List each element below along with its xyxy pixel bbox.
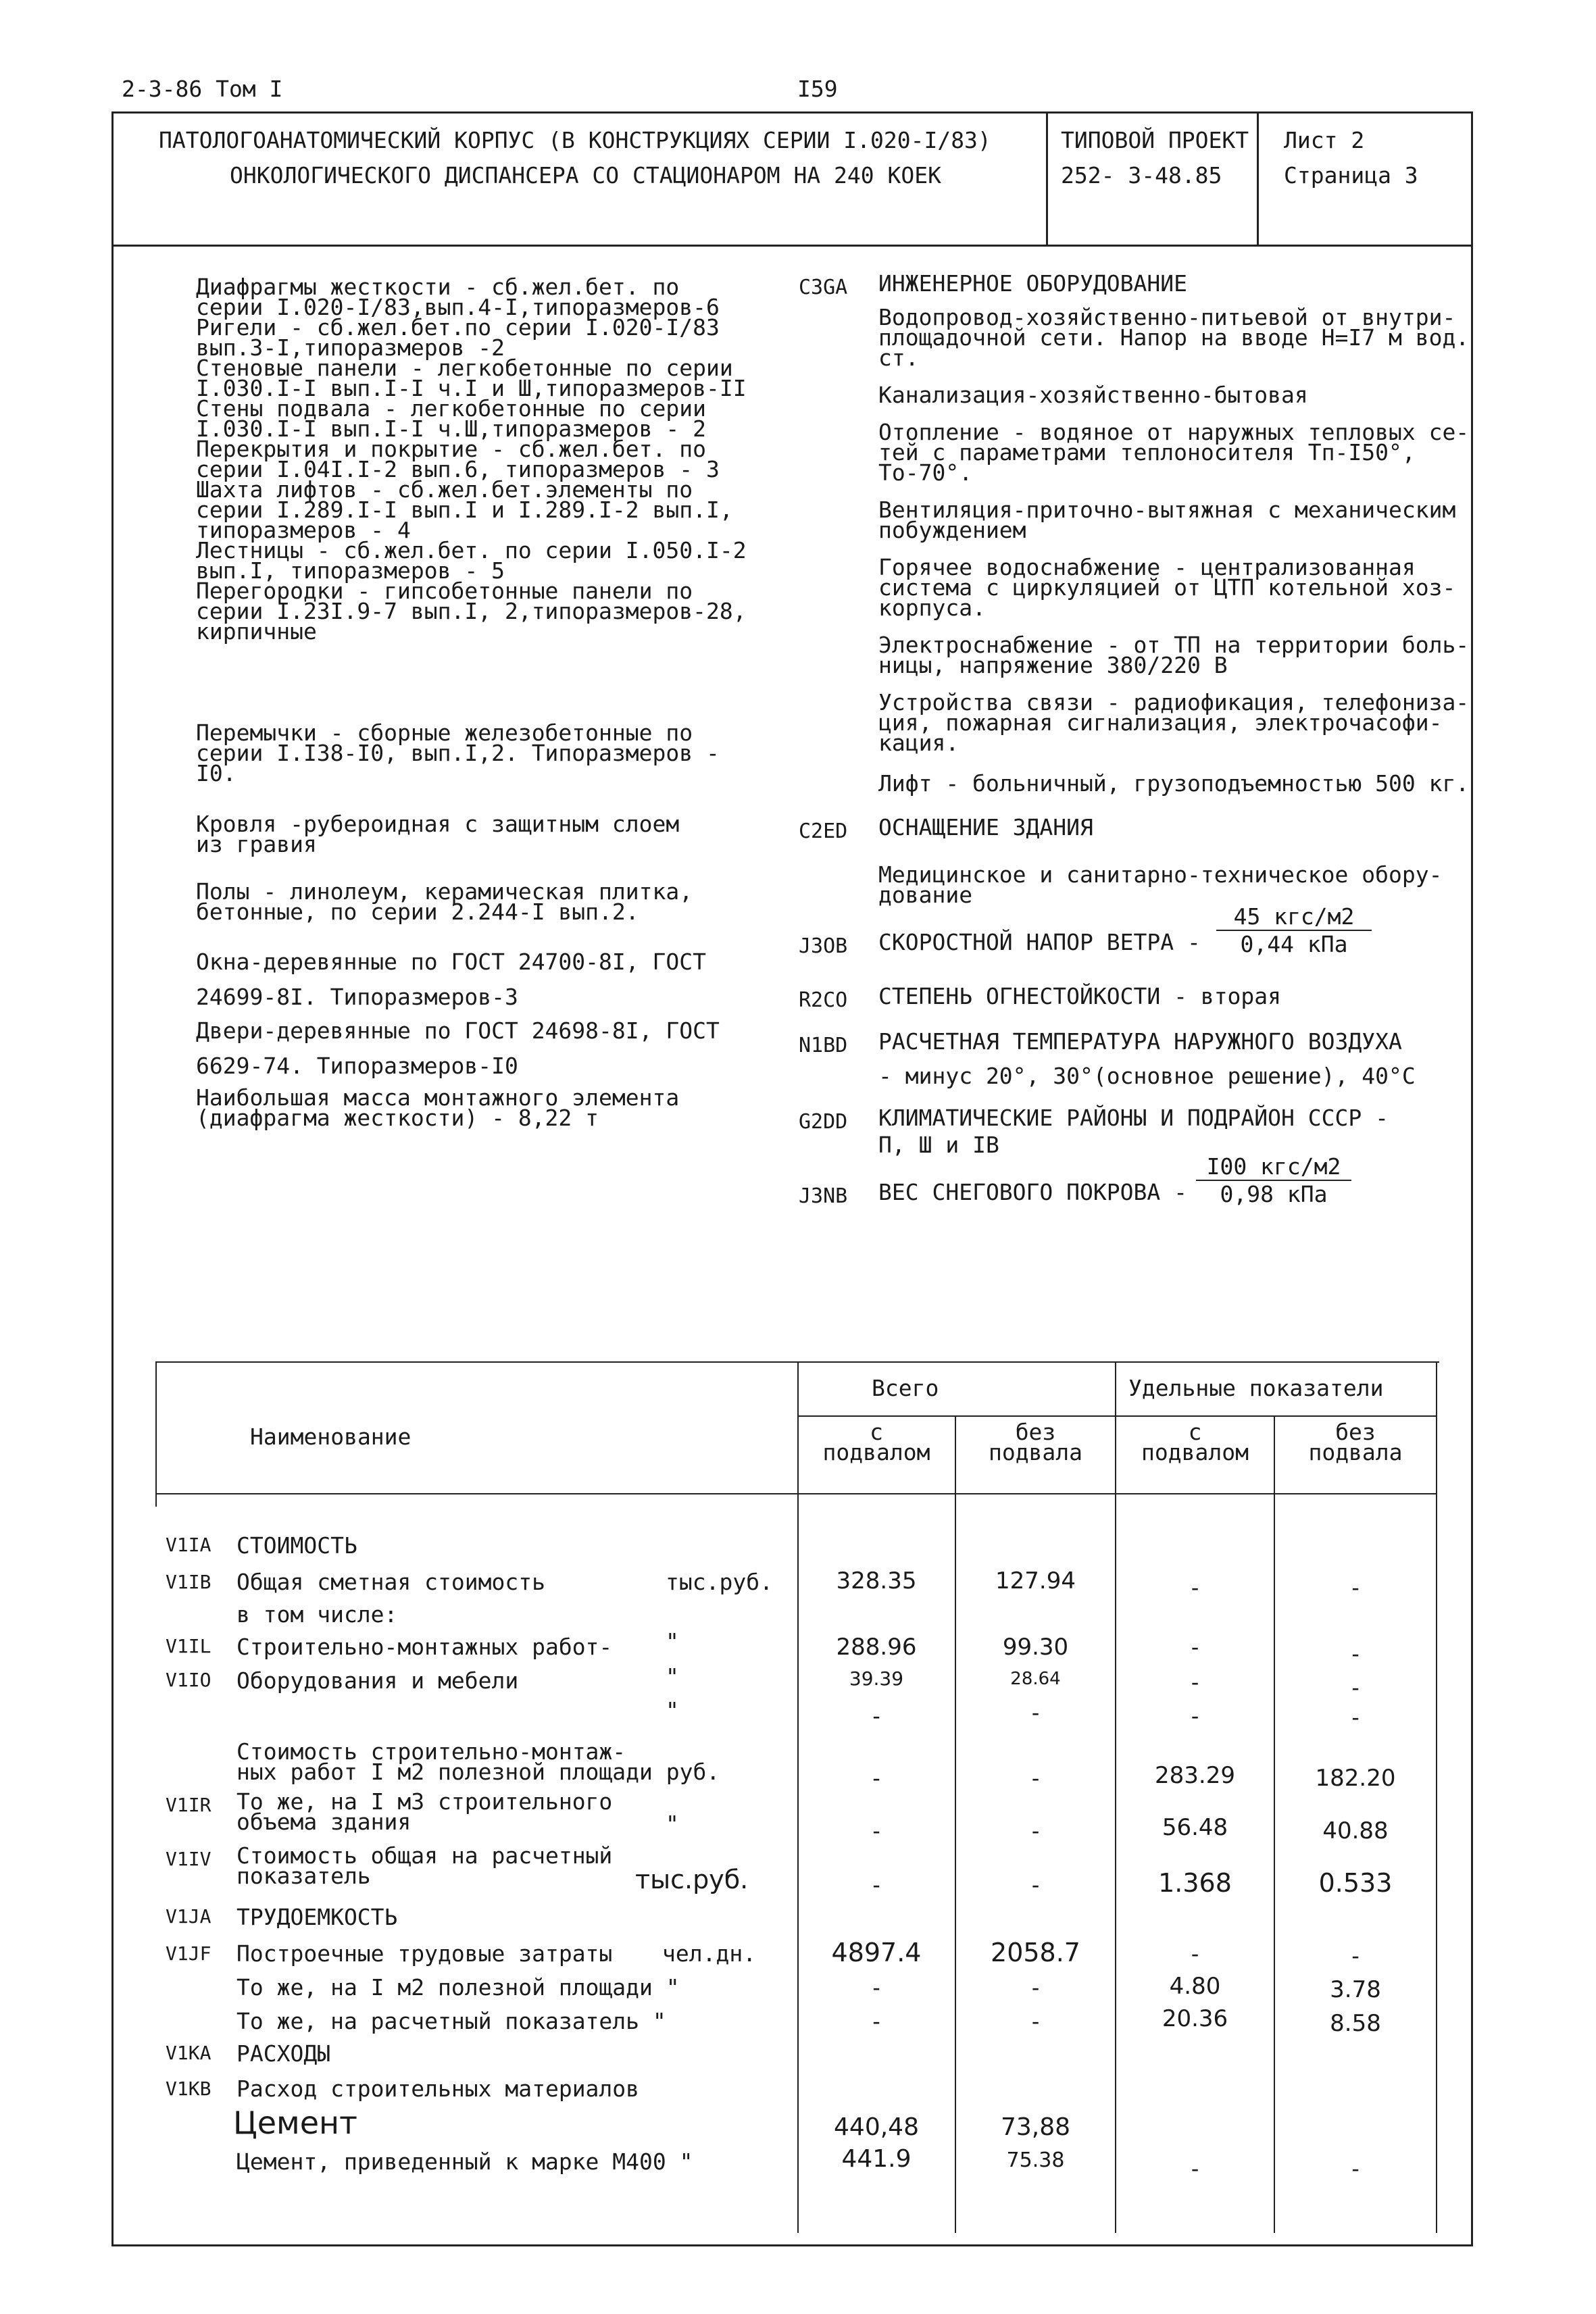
cell: 127.94 [995,1567,1076,1594]
divider [1046,111,1048,247]
row-code: V1IO [166,1669,211,1691]
row-name: То же, на расчетный показатель " [236,2008,666,2034]
row-name: Оборудования и мебели [236,1667,519,1694]
table-line [797,1361,799,2233]
text-line: кирпичные [196,618,317,645]
text-line: Водопровод-хозяйственно-питьевой от внутри- [878,304,1456,330]
subheader-specific-without [1275,1419,1436,1465]
doors-text [196,1013,791,1084]
cell: - [870,1703,883,1729]
text-line: подвалом [1141,1439,1249,1465]
subheader-with-basement [799,1419,954,1465]
wind-code: J3OB [799,934,848,958]
cell: 99.30 [1002,1634,1069,1661]
cell: 20.36 [1162,2005,1228,2032]
row-unit: " [666,1811,679,1837]
text-line: площадочной сети. Напор на вводе H=I7 м вод. [878,324,1470,351]
structures-list [196,274,791,645]
text-line: подвала [1308,1439,1403,1465]
row-unit: тыс.руб. [635,1865,749,1894]
sheet-number: Лист 2 [1284,127,1365,153]
text-line: 24699-8I. Типоразмеров-3 [196,984,518,1010]
cell: - [1349,1674,1362,1701]
table-line [797,1415,1436,1417]
text-line: система с циркуляцией от ЦТП котельной хоз- [878,574,1456,601]
equip-text [878,861,1487,908]
hot-water-text [878,554,1487,621]
water-text [878,304,1487,371]
cell: 1.368 [1158,1868,1232,1898]
climate-code: G2DD [799,1110,848,1134]
cell: 56.48 [1162,1814,1228,1841]
cell: - [1349,1942,1362,1969]
text-line: без [1015,1419,1056,1445]
text-line: Электроснабжение - от ТП на территории боль- [878,632,1470,658]
comms-text [878,689,1487,756]
cell: 3.78 [1330,1976,1381,2003]
title-line1: ПАТОЛОГОАНАТОМИЧЕСКИЙ КОРПУС (В КОНСТРУКЦИЯХ СЕРИИ I.020-I/83) [159,127,991,153]
cell: 328.35 [836,1567,917,1594]
text-line: дование [878,882,973,908]
temp-code: N1BD [799,1034,848,1057]
roof-text [196,811,791,857]
project-label: ТИПОВОЙ ПРОЕКТ [1061,127,1249,153]
temp-title: РАСЧЕТНАЯ ТЕМПЕРАТУРА НАРУЖНОГО ВОЗДУХА [878,1028,1402,1055]
text-line: Стены подвала - легкобетонные по серии [196,395,706,422]
text-line: ст. [878,345,919,371]
table-line [1115,1361,1116,2233]
section-title: СТОИМОСТЬ [236,1532,357,1559]
snow-num: I00 кгс/м2 [1196,1153,1351,1181]
row-name: Цемент [233,2105,357,2141]
cell: - [1188,1574,1202,1601]
text-line: I0. [196,760,236,786]
text-line: I.030.I-I вып.I-I ч.I и Ш,типоразмеров-II [196,375,747,401]
text-line: серии I.04I.I-2 вып.6, типоразмеров - 3 [196,456,720,482]
row-code: V1IL [166,1635,211,1657]
text-line: Полы - линолеум, керамическая плитка, [196,878,693,905]
cell: - [1028,1974,1043,2001]
text-line: из гравия [196,831,317,857]
text-line: показатель [236,1863,371,1889]
cell: 441.9 [841,2145,912,2173]
cell: 4897.4 [831,1938,922,1967]
cell: - [1028,1765,1043,1791]
cell: - [870,1765,883,1791]
col-specific-header: Удельные показатели [1128,1375,1384,1401]
text-line: подвалом [822,1439,930,1465]
cell: - [1028,1871,1043,1898]
cell: - [1028,2008,1043,2034]
climate-text: П, Ш и IВ [878,1132,999,1158]
text-line: То-70°. [878,459,973,486]
cell: 75.38 [1006,2148,1065,2172]
row-code: V1KB [166,2078,211,2100]
cell: 28.64 [1010,1669,1061,1689]
frame-right [1471,247,1473,2246]
text-line: ция, пожарная сигнализация, электрочасофи- [878,709,1443,736]
row-name: Расход строительных материалов [236,2076,640,2102]
row-code: V1IA [166,1534,211,1556]
text-line: Горячее водоснабжение - централизованная [878,554,1416,580]
divider [1257,111,1259,247]
text-line: побуждением [878,517,1026,543]
text-line: серии I.23I.9-7 вып.I, 2,типоразмеров-28, [196,598,747,624]
text-line: Лестницы - сб.жел.бет. по серии I.050.I-2 [196,537,747,563]
lintels-text [196,720,791,786]
text-line: Отопление - водяное от наружных тепловых се- [878,419,1470,445]
cell: - [870,1871,883,1898]
cell: - [1188,1940,1202,1967]
row-code: V1IV [166,1848,211,1870]
text-line: Медицинское и санитарно-техническое обору- [878,861,1443,888]
text-line: объема здания [236,1809,412,1835]
row-name: То же, на I м2 полезной площади " [236,1974,680,2001]
text-line: с [1188,1419,1202,1445]
power-text [878,632,1487,678]
eng-title: ИНЖЕНЕРНОЕ ОБОРУДОВАНИЕ [878,270,1187,297]
snow-label: ВЕС СНЕГОВОГО ПОКРОВА - [878,1179,1187,1205]
text-line: I.030.I-I вып.I-I ч.Ш,типоразмеров - 2 [196,416,706,442]
heating-text [878,419,1487,486]
windows-text [196,945,791,1015]
cell: 39.39 [849,1667,904,1690]
text-line: Кровля -рубероидная с защитным слоем [196,811,680,837]
table-line [155,1361,157,1507]
text-line: Диафрагмы жесткости - сб.жел.бет. по [196,274,680,300]
text-line: Перемычки - сборные железобетонные по [196,720,693,746]
text-line: Стеновые панели - легкобетонные по серии [196,355,733,381]
row-code: V1IB [166,1571,211,1593]
wind-num: 45 кгс/м2 [1216,903,1372,931]
cell: - [1188,2155,1202,2182]
row-name [236,1842,613,1889]
text-line: подвала [988,1439,1083,1465]
cell: - [1028,1817,1043,1844]
subheader-specific-with [1116,1419,1274,1465]
row-name [236,1738,720,1785]
text-line: вып.3-I,типоразмеров -2 [196,334,505,361]
text-line: серии I.020-I/83,вып.4-I,типоразмеров-6 [196,294,720,320]
text-line: серии I.289.I-I вып.I и I.289.I-2 вып.I, [196,497,733,523]
table-line [1436,1361,1437,2233]
row-code: V1KA [166,2042,211,2064]
text-line: вып.I, типоразмеров - 5 [196,557,505,584]
row-code: V1JF [166,1942,211,1965]
temp-text: - минус 20°, 30°(основное решение), 40°С [878,1063,1416,1089]
text-line: бетонные, по серии 2.244-I вып.2. [196,899,639,925]
equip-code: C2ED [799,820,848,843]
snow-code: J3NB [799,1184,848,1208]
cell: 182.20 [1315,1765,1396,1792]
cell: - [870,1974,883,2001]
floors-text [196,878,791,925]
cell: - [1188,1703,1202,1729]
text-line: Наибольшая масса монтажного элемента [196,1084,680,1111]
snow-fraction [1196,1153,1351,1207]
wind-fraction [1216,903,1372,957]
section-title: ТРУДОЕМКОСТЬ [236,1904,398,1930]
wind-label: СКОРОСТНОЙ НАПОР ВЕТРА - [878,929,1201,955]
page-number: I59 [797,76,838,102]
row-name: в том числе: [236,1601,398,1628]
table-header-bottom [155,1493,1436,1494]
row-name: Построечные трудовые затраты [236,1940,613,1967]
cell: 288.96 [836,1634,917,1661]
page-label: Страница 3 [1284,162,1418,188]
row-name: Цемент, приведенный к марке М400 " [236,2148,693,2175]
text-line: кация. [878,730,959,756]
row-name [236,1788,613,1835]
text-line: Шахта лифтов - сб.жел.бет.элементы по [196,476,693,503]
text-line: Перекрытия и покрытие - сб.жел.бет. по [196,436,706,462]
cell: - [1188,1669,1202,1695]
snow-den: 0,98 кПа [1220,1181,1328,1207]
col-total-header: Всего [872,1375,939,1401]
cell: - [870,2008,883,2034]
wind-den: 0,44 кПа [1240,931,1348,957]
cell: 283.29 [1155,1762,1235,1789]
text-line: Вентиляция-приточно-вытяжная с механическим [878,497,1456,523]
cell: - [1028,1699,1043,1726]
text-line: Стоимость строительно-монтаж- [236,1738,626,1765]
cell: - [1349,1640,1362,1667]
row-unit: чел.дн. [662,1940,757,1967]
row-unit: " [666,1628,679,1655]
row-unit: " [666,1697,679,1724]
cell: 0.533 [1318,1868,1393,1898]
sewer-text: Канализация-хозяйственно-бытовая [878,382,1308,408]
title-line2: ОНКОЛОГИЧЕСКОГО ДИСПАНСЕРА СО СТАЦИОНАРОМ НА 240 КОЕК [230,162,941,188]
frame-left [111,247,114,2246]
text-line: с [870,1419,883,1445]
text-line: тей с параметрами теплоносителя Тп-I50°, [878,439,1416,466]
cell: - [1188,1634,1202,1660]
row-unit: тыс.руб. [666,1569,773,1595]
frame-bottom [111,2244,1473,2246]
cell: - [1349,1574,1362,1601]
text-line: ницы, напряжение 380/220 В [878,652,1228,678]
cell: - [1349,1704,1362,1730]
cell: 40.88 [1322,1817,1389,1844]
text-line: корпуса. [878,595,986,621]
climate-title: КЛИМАТИЧЕСКИЕ РАЙОНЫ И ПОДРАЙОН СССР - [878,1105,1389,1131]
text-line: Ригели - сб.жел.бет.по серии I.020-I/83 [196,314,720,341]
header-left: 2-3-86 Том I [122,76,283,102]
cell: 73,88 [1000,2113,1071,2141]
equip-title: ОСНАЩЕНИЕ ЗДАНИЯ [878,814,1093,840]
text-line: Окна-деревянные по ГОСТ 24700-8I, ГОСТ [196,949,706,975]
text-line: Стоимость общая на расчетный [236,1842,613,1869]
col-name-header: Наименование [250,1424,412,1450]
text-line: Перегородки - гипсобетонные панели по [196,578,693,604]
project-number: 252- 3-48.85 [1061,162,1222,188]
row-code: V1JA [166,1905,211,1928]
row-name: Строительно-монтажных работ- [236,1634,613,1660]
cell: 8.58 [1330,2010,1381,2037]
subheader-without-basement [956,1419,1115,1465]
cell: - [870,1817,883,1844]
lift-text: Лифт - больничный, грузоподъемностью 500 кг. [878,770,1470,797]
ventilation-text [878,497,1487,543]
section-title: РАСХОДЫ [236,2040,331,2067]
text-line: 6629-74. Типоразмеров-I0 [196,1053,518,1079]
text-line: без [1335,1419,1376,1445]
fire-code: R2CO [799,988,848,1012]
text-line: (диафрагма жесткости) - 8,22 т [196,1105,599,1131]
eng-code: C3GA [799,276,848,299]
row-unit: " [666,1663,679,1690]
text-line: типоразмеров - 4 [196,517,411,543]
row-name: Общая сметная стоимость [236,1569,545,1595]
cell: 4.80 [1169,1973,1221,2000]
mass-text [196,1084,791,1131]
cell: 440,48 [834,2113,919,2141]
fire-text: СТЕПЕНЬ ОГНЕСТОЙКОСТИ - вторая [878,983,1282,1009]
text-line: То же, на I м3 строительного [236,1788,613,1815]
cell: - [1349,2155,1362,2182]
row-code: V1IR [166,1794,211,1816]
text-line: серии I.I38-I0, вып.I,2. Типоразмеров - [196,740,720,766]
text-line: ных работ I м2 полезной площади руб. [236,1759,720,1785]
cell: 2058.7 [991,1938,1080,1967]
text-line: Устройства связи - радиофикация, телефониза- [878,689,1470,715]
text-line: Двери-деревянные по ГОСТ 24698-8I, ГОСТ [196,1017,720,1044]
